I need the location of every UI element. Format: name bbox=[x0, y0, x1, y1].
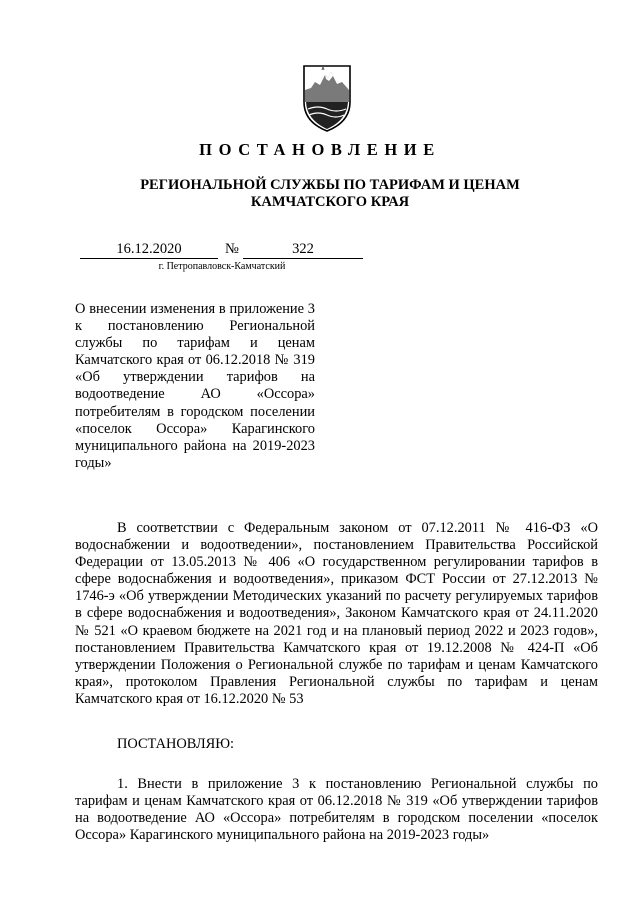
document-city: г. Петропавловск-Камчатский bbox=[158, 261, 286, 272]
kamchatka-coat-of-arms-icon bbox=[298, 62, 356, 134]
preamble-paragraph: В соответствии с Федеральным законом от 07.12.2011 № 416-ФЗ «О водоснабжении и водоотведении», постановлением Правительства Российской Федерации от 13.05.2013 № 406 «О государственном регулировании тарифов в сфере водоснабжения и водоотведения», приказом ФСТ России от 27.12.2013 № 1746-э «Об утверждении Методических указаний по расчету регулируемых тарифов в сфере водоснабжения и водоотведения», Законом Камчатского края от 24.11.2020 № 521 «О краевом бюджете на 2021 год и на плановый период 2022 и 2023 годов», постановлением Правительства Камчатского края от 19.12.2008 № 424-П «Об утверждении Положения о Региональной службе по тарифам и ценам Камчатского края», протоколом Правления Региональной службы по тарифам и ценам Камчатского края от 16.12.2020 № 53 bbox=[75, 520, 598, 707]
issuing-organization: РЕГИОНАЛЬНОЙ СЛУЖБЫ ПО ТАРИФАМ И ЦЕНАМ КАМЧАТСКОГО КРАЯ bbox=[140, 177, 520, 210]
document-number: 322 bbox=[243, 241, 363, 259]
document-date: 16.12.2020 bbox=[80, 241, 218, 259]
document-type-title: ПОСТАНОВЛЕНИЕ bbox=[199, 140, 441, 159]
document-subject: О внесении изменения в приложение 3 к постановлению Региональной службы по тарифам и ценам Камчатского края от 06.12.2018 № 319 «Об утверждении тарифов на водоотведение АО «Оссора» потребителям в городском поселении «поселок Оссора» Карагинского муниципального района на 2019-2023 годы» bbox=[75, 301, 315, 471]
item-1-paragraph: 1. Внести в приложение 3 к постановлению Региональной службы по тарифам и ценам Камчатского края от 06.12.2018 № 319 «Об утверждении тарифов на водоотведение АО «Оссора» потребителям в городском поселении «поселок Оссора» Карагинского муниципального района на 2019-2023 годы» bbox=[75, 776, 598, 844]
decree-heading: ПОСТАНОВЛЯЮ: bbox=[117, 736, 235, 752]
number-sign: № bbox=[225, 241, 239, 257]
